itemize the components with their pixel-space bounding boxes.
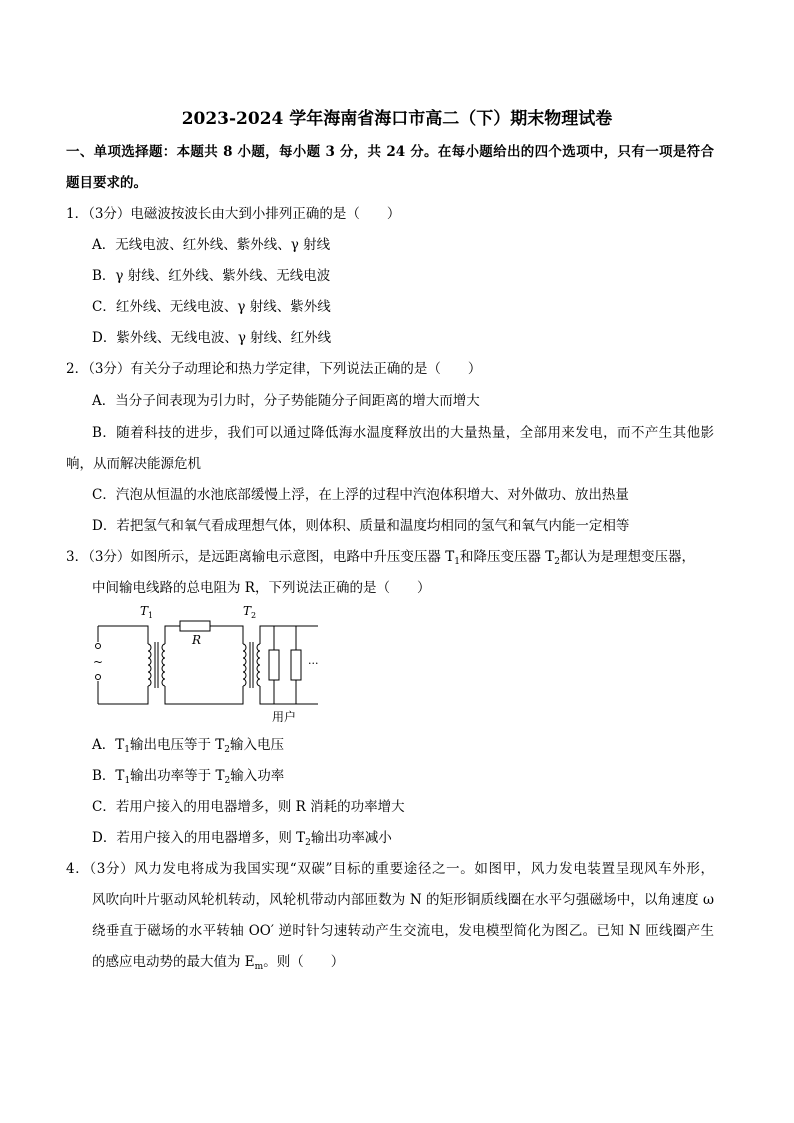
question-2-option-c: C．汽泡从恒温的水池底部缓慢上浮，在上浮的过程中汽泡体积增大、对外做功、放出热量	[92, 487, 629, 503]
question-2-option-d: D．若把氢气和氧气看成理想气体，则体积、质量和温度均相同的氢气和氧气内能一定相等	[92, 518, 630, 534]
question-1-option-a: A．无线电波、红外线、紫外线、γ 射线	[92, 237, 331, 253]
question-3-option-c: C．若用户接入的用电器增多，则 R 消耗的功率增大	[92, 799, 405, 815]
primary-wire-bottom	[98, 686, 148, 704]
question-4-line-2: 风吹向叶片驱动风轮机转动，风轮机带动内部匝数为 N 的矩形铜质线圈在水平匀强磁场中，以角速度 ω	[92, 892, 714, 908]
line-wire-top-right	[210, 626, 243, 644]
question-3-option-b: B．$T_1$输出功率等于 $T_2$输入功率	[92, 768, 285, 786]
line-wire-bottom	[165, 686, 243, 704]
source-terminal-top	[96, 644, 101, 649]
question-1-option-b: B．γ 射线、红外线、紫外线、无线电波	[92, 268, 331, 284]
section-heading-line-2: 题目要求的。	[66, 175, 147, 191]
question-4-line-1: 4．（3分）风力发电将成为我国实现“双碳”目标的重要途径之一。如图甲，风力发电装置呈现风车外形，	[66, 861, 714, 877]
ac-source-symbol: ~	[93, 655, 104, 669]
question-2-option-b-line-1: B．随着科技的进步，我们可以通过降低海水温度释放出的大量热量，全部用来发电，而不产生其他影	[92, 425, 714, 441]
question-4-line-3: 绕垂直于磁场的水平转轴 OO′ 逆时针匀速转动产生交流电，发电模型简化为图乙。已知 N 匝线圈产生	[92, 923, 714, 939]
line-wire-top-left	[165, 626, 180, 644]
t1-primary-coil	[148, 644, 151, 686]
question-3-stem-line-2: 中间输电线路的总电阻为 R，下列说法正确的是（ ）	[92, 580, 431, 596]
question-4-line-4: 的感应电动势的最大值为 $E_m$。则（ ）	[92, 954, 345, 972]
question-3-option-a: A．$T_1$输出电压等于 $T_2$输入电压	[92, 737, 285, 755]
t2-primary-coil	[243, 644, 246, 686]
load-bus-bottom	[260, 686, 318, 704]
transmission-circuit-diagram	[90, 602, 330, 724]
load-1-resistor	[269, 650, 279, 680]
question-2-option-b-line-2: 响，从而解决能源危机	[66, 456, 201, 472]
t2-label: $T_2$	[243, 604, 257, 620]
t2-secondary-coil	[257, 644, 260, 686]
question-2-option-a: A．当分子间表现为引力时，分子势能随分子间距离的增大而增大	[92, 393, 480, 409]
user-label: 用户	[272, 710, 297, 724]
load-2-resistor	[291, 650, 301, 680]
t1-secondary-coil	[162, 644, 165, 686]
question-3-stem-line-1: 3．（3分）如图所示，是远距离输电示意图，电路中升压变压器 $T_1$和降压变压器 $T_2$都认为是理想变压器，	[66, 549, 695, 567]
question-1-option-c: C．红外线、无线电波、γ 射线、紫外线	[92, 299, 331, 315]
section-heading-line-1: 一、单项选择题：本题共 8 小题，每小题 3 分，共 24 分。在每小题给出的四个选项中，只有一项是符合	[66, 144, 714, 160]
page-title: 2023-2024 学年海南省海口市高二（下）期末物理试卷	[181, 109, 613, 129]
line-resistor	[180, 621, 210, 631]
question-2-stem: 2．（3分）有关分子动理论和热力学定律，下列说法正确的是（ ）	[66, 361, 482, 377]
primary-wire-top	[98, 626, 148, 644]
question-3-option-d: D．若用户接入的用电器增多，则 $T_2$输出功率减小	[92, 830, 392, 848]
question-1-stem: 1．（3分）电磁波按波长由大到小排列正确的是（ ）	[66, 206, 401, 222]
load-bus-top	[260, 626, 318, 644]
t1-label: $T_1$	[140, 604, 154, 620]
source-terminal-bottom	[96, 675, 101, 680]
more-loads-ellipsis: ···	[308, 657, 319, 670]
resistor-label: R	[192, 633, 202, 647]
question-1-option-d: D．紫外线、无线电波、γ 射线、红外线	[92, 330, 332, 346]
